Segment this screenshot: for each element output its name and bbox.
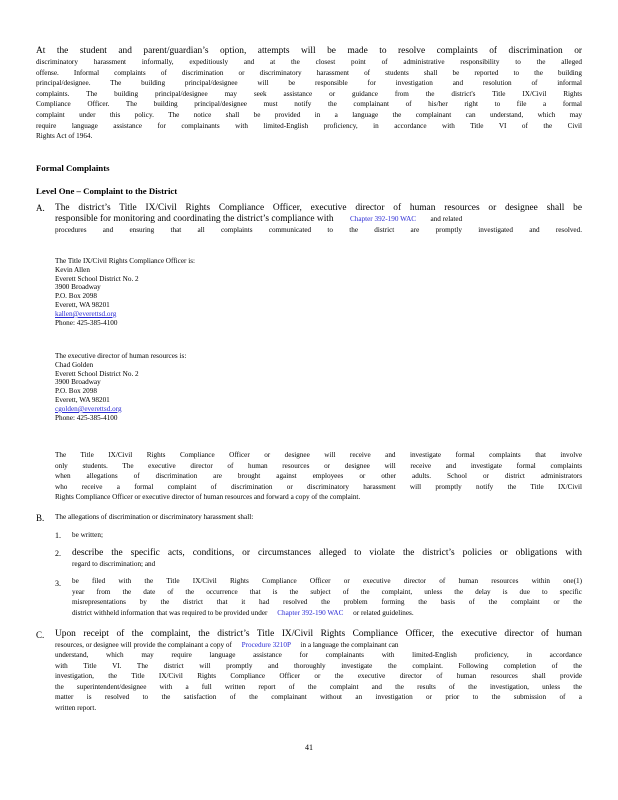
contact-title: The Title IX/Civil Rights Compliance Officer is: [55,257,196,265]
section-a-line: The district’s Title IX/Civil Rights Compliance Officer, executive director of human resources or designee shall be [55,203,582,213]
contact-city: Everett, WA 98201 [55,300,110,309]
intro-line: require language assistance for complainants with limited-English proficiency, in accordance with Title VI of the Civil [36,121,582,130]
paragraph-line: only students. The executive director of human resources or designee will receive and investigate formal complaints [55,461,582,470]
contact-street: 3900 Broadway [55,378,101,387]
procedure-link[interactable]: Procedure 3210P [241,640,291,649]
contact-name: Chad Golden [55,360,94,369]
section-a-line2 [55,214,582,225]
list-item-line: misrepresentations by the district that it had resolved the problem forming the basis of the complaint or the [72,598,582,607]
list-item-line: describe the specific acts, conditions, or circumstances alleged to violate the district’s policies or obligations with [72,548,582,558]
section-a-line: procedures and ensuring that all complaints communicated to the district are promptly investigated and resolved. [55,225,582,234]
contact-street: 3900 Broadway [55,283,101,292]
compliance-officer-contact [55,257,195,327]
section-c-line: understand, which may require language assistance for complainants with limited-English proficiency, in accordance [55,651,582,660]
heading-formal-complaints: Formal Complaints [36,163,110,173]
contact-po-box: P.O. Box 2098 [55,292,97,301]
section-c [55,629,582,714]
intro-line: complaint under this policy. The notice shall be provided in a language the complainant can understand, which may [36,110,582,119]
contact-org: Everett School District No. 2 [55,369,139,378]
section-c-line2 [55,640,582,651]
section-c-line: investigation, the Title IX/Civil Rights Compliance Officer or the executive director of human resources shall provide [55,672,582,681]
section-a-line2-text: responsible for monitoring and coordinating the district’s compliance with [55,213,334,224]
heading-level-one: Level One – Complaint to the District [36,186,178,196]
list-number: 3. [55,579,61,588]
section-c-line: matter is resolved to the satisfaction of the complainant without an investigation or prior to the submission of a [55,693,582,702]
hr-director-contact [55,352,186,422]
intro-line: offense. Informal complaints of discrimination or discriminatory harassment of students shall be reported to the building [36,68,582,77]
page-number: 41 [305,743,313,752]
contact-email-link[interactable]: kallen@everettsd.org [55,309,117,318]
section-a [55,203,582,235]
section-a-marker: A. [36,203,45,213]
section-c-line: the superintendent/designee with a full written report of the complaint and the results of the investigation, unless the [55,682,582,691]
list-item [72,548,582,569]
chapter-wac-link[interactable]: Chapter 392-190 WAC [277,608,344,617]
contact-phone: Phone: 425-385-4100 [55,413,118,422]
contact-po-box: P.O. Box 2098 [55,387,97,396]
contact-org: Everett School District No. 2 [55,274,139,283]
section-c-body [55,650,582,714]
contact-phone: Phone: 425-385-4100 [55,318,118,327]
section-a-line2-end: and related [430,214,463,223]
paragraph-line: who receive a formal complaint of discrimination or discriminatory harassment will promptly notify the Title IX/Civil [55,482,582,491]
section-c-marker: C. [36,630,45,640]
list-item: be written; [72,531,103,539]
list-item-line: regard to discrimination; and [72,559,156,568]
section-b-text: The allegations of discrimination or discriminatory harassment shall: [55,513,254,521]
list-item-text: district withheld information that was required to be provided under [72,608,268,617]
intro-line: complaints. The building principal/designee may seek assistance or guidance from the district's Title IX/Civil Rights [36,89,582,98]
list-item-line: year from the date of the occurrence that is the subject of the complaint, unless the delay is due to specific [72,587,582,596]
section-c-text: in a language the complainant can [300,640,399,649]
section-c-line: with Title VI. The district will promptly and thoroughly investigate the complaint. Following completion of the [55,661,582,670]
contact-title: The executive director of human resources is: [55,352,187,360]
intro-line: Rights Act of 1964. [36,132,93,141]
contact-city: Everett, WA 98201 [55,395,110,404]
list-item [72,576,582,618]
intro-line: principal/designee. The building principal/designee will be responsible for investigation and resolution of informal [36,79,582,88]
intro-first-line: At the student and parent/guardian’s option, attempts will be made to resolve complaints of discrimination or [36,46,582,56]
list-number: 1. [55,531,61,540]
intro-line: Compliance Officer. The building principal/designee must notify the complainant of his/her right to file a formal [36,100,582,109]
paragraph-line: when allegations of discrimination are brought against employees or other adults. School or district administrators [55,472,582,481]
list-number: 2. [55,549,61,558]
list-item-line: be filed with the Title IX/Civil Rights Compliance Officer or executive director of human resources within one(1) [72,577,582,585]
section-b-marker: B. [36,513,45,523]
section-c-line: Upon receipt of the complaint, the district’s Title IX/Civil Rights Compliance Officer, the executive director of human [55,629,582,639]
list-item-text: or related guidelines. [353,608,414,617]
paragraph-line: Rights Compliance Officer or executive director of human resources and forward a copy of the complaint. [55,493,361,502]
contact-name: Kevin Allen [55,265,90,274]
section-c-line: written report. [55,704,97,713]
section-a-paragraph [55,450,582,503]
contact-email-link[interactable]: cgolden@everettsd.org [55,404,122,413]
list-item-line [72,608,582,619]
paragraph-line: The Title IX/Civil Rights Compliance Officer or designee will receive and investigate formal complaints that involve [55,451,582,459]
intro-paragraph [36,57,582,142]
section-c-text: resources, or designee will provide the complainant a copy of [55,640,232,649]
intro-line: discriminatory harassment informally, expeditiously and at the closest point of administrative responsibility to the alleged [36,58,582,66]
chapter-wac-link[interactable]: Chapter 392-190 WAC [349,214,417,223]
